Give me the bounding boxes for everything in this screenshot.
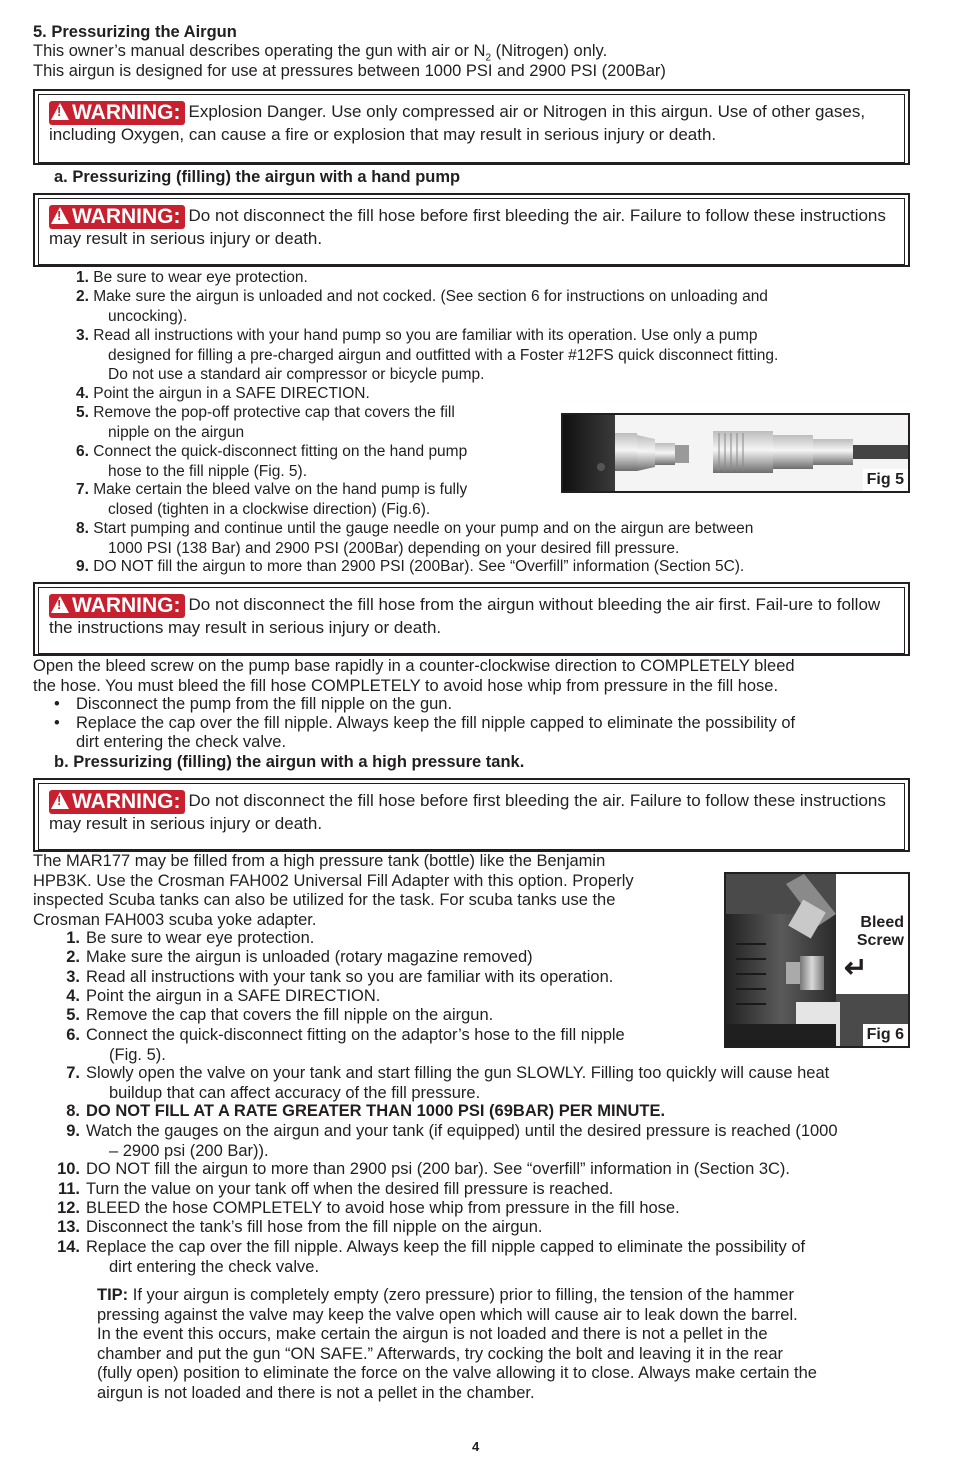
list-item: 1. Be sure to wear eye protection. [76,269,308,286]
list-item: 14. Replace the cap over the fill nipple. Always keep the fill nipple capped to eliminate the possibility of dirt entering the check valve. [57,1238,806,1276]
subsection-b-title: b. Pressurizing (filling) the airgun with a high pressure tank. [54,753,525,771]
list-item: 6. Connect the quick-disconnect fitting on the adaptor’s hose to the fill nipple (Fig. 5). [66,1026,625,1064]
warning-text: Do not disconnect the fill hose from the airgun without bleeding the air first. Fail-ure to follow the instructions may result in serious injury or death. [49,595,881,637]
list-item: 2. Make sure the airgun is unloaded and not cocked. (See section 6 for instructions on unloading and uncocking). [76,288,768,325]
list-item: 3. Read all instructions with your tank so you are familiar with its operation. [66,968,614,986]
list-item: 6. Connect the quick-disconnect fitting on the hand pump hose to the fill nipple (Fig. 5). [76,443,468,480]
warning-text: Explosion Danger. Use only compressed air or Nitrogen in this airgun. Use of other gases, including Oxygen, can cause a fire or explosion that may result in serious injury or death. [49,102,866,144]
intro-line-2: This airgun is designed for use at pressures between 1000 PSI and 2900 PSI (200Bar) [33,62,666,80]
warning-badge: !WARNING: [49,594,185,618]
warning-text: Do not disconnect the fill hose before first bleeding the air. Failure to follow these instructions may result in serious injury or death. [49,791,886,833]
list-item: 5. Remove the pop-off protective cap that covers the fill nipple on the airgun [76,404,455,441]
list-item: 2. Make sure the airgun is unloaded (rotary magazine removed) [66,948,533,966]
list-item: 13. Disconnect the tank’s fill hose from the fill nipple on the airgun. [57,1218,543,1236]
warning-badge: !WARNING: [49,205,185,229]
list-item: 9. Watch the gauges on the airgun and your tank (if equipped) until the desired pressure is reached (1000 – 2900 psi (200 Bar)). [66,1122,838,1160]
warning-badge: !WARNING: [49,790,185,814]
warning-triangle-icon [51,207,69,224]
warning-box-hose-bleed-tank [33,778,910,852]
warning-box-explosion [33,89,910,165]
fig5-label: Fig 5 [863,469,908,491]
tip-label: TIP: [97,1286,129,1304]
section-title: 5. Pressurizing the Airgun [33,23,237,41]
warning-triangle-icon [51,596,69,613]
intro-line-1: This owner’s manual describes operating the gun with air or $N_2$ (Nitrogen) only. [33,42,608,64]
warning-badge: !WARNING: [49,101,185,125]
list-item: 4. Point the airgun in a SAFE DIRECTION. [66,987,381,1005]
warning-text: Do not disconnect the fill hose before first bleeding the air. Failure to follow these instructions may result in serious injury or death. [49,206,886,248]
list-item: 11. Turn the value on your tank off when the desired fill pressure is reached. [57,1180,614,1198]
list-item: 8. Start pumping and continue until the gauge needle on your pump and on the airgun are between 1000 PSI (138 Bar) and 2900 PSI (200Bar) depending on your desired fill pressure. [76,520,754,557]
bleed-screw-callout: Bleed Screw [856,914,904,949]
list-item: • Replace the cap over the fill nipple. Always keep the fill nipple capped to eliminate the possibility of dirt entering the check valve. [54,714,796,751]
bleed-paragraph: Open the bleed screw on the pump base rapidly in a counter-clockwise direction to COMPLETELY bleed the hose. You must bleed the fill hose COMPLETELY to avoid hose whip from pressure in the fill hose. [33,657,795,695]
subsection-a-title: a. Pressurizing (filling) the airgun with a hand pump [54,168,461,186]
list-item: • Disconnect the pump from the fill nipple on the gun. [54,695,453,713]
warning-triangle-icon [51,103,69,120]
list-item: 9. DO NOT fill the airgun to more than 2900 PSI (200Bar). See “Overfill” information (Section 5C). [76,558,745,575]
tip-paragraph: TIP: If your airgun is completely empty (zero pressure) prior to filling, the tension of the hammer pressing against the valve may keep the valve open which will cause air to leak down the barrel. In the event this occurs, make certain the airgun is not loaded and there is not a pellet in the chamber and put the gun “ON SAFE.” Afterwards, try cocking the bolt and leaving it in the rear (fully open) position to eliminate the force on the valve allowing it to close. Always make certain the airgun is not loaded and there is not a pellet in the chamber. [97,1286,817,1402]
warning-box-hose-bleed [33,193,910,267]
list-item: 4. Point the airgun in a SAFE DIRECTION. [76,385,370,402]
list-item: 12. BLEED the hose COMPLETELY to avoid hose whip from pressure in the fill hose. [57,1199,680,1217]
fill-nipple-coupler-illustration [563,415,908,491]
list-item: 1. Be sure to wear eye protection. [66,929,315,947]
warning-triangle-icon [51,792,69,809]
fig5-image [561,413,910,493]
tank-paragraph: The MAR177 may be filled from a high pressure tank (bottle) like the Benjamin HPB3K. Use the Crosman FAH002 Universal Fill Adapter with this option. Properly inspected Scuba tanks can also be utilized for the task. For scuba tanks use the Crosman FAH003 scuba yoke adapter. [33,852,634,929]
return-arrow-icon: ↵ [844,952,868,983]
warning-box-disconnect [33,582,910,656]
list-item: 3. Read all instructions with your hand pump so you are familiar with its operation. Use only a pump designed for filling a pre-charged airgun and outfitted with a Foster #12FS quick disconnect fitting. Do not use a standard air compressor or bicycle pump. [76,327,779,383]
fig6-label: Fig 6 [863,1024,908,1046]
list-item: 7. Slowly open the valve on your tank and start filling the gun SLOWLY. Filling too quickly will cause heat buildup that can affect accuracy of the fill pressure. [66,1064,830,1102]
list-item: 5. Remove the cap that covers the fill nipple on the airgun. [66,1006,494,1024]
page-number: 4 [472,1439,480,1454]
list-item: 8. DO NOT FILL AT A RATE GREATER THAN 1000 PSI (69BAR) PER MINUTE. [66,1102,666,1120]
list-item: 10. DO NOT fill the airgun to more than 2900 psi (200 bar). See “overfill” information in (Section 3C). [57,1160,791,1178]
list-item: 7. Make certain the bleed valve on the hand pump is fully closed (tighten in a clockwise direction) (Fig.6). [76,481,468,518]
